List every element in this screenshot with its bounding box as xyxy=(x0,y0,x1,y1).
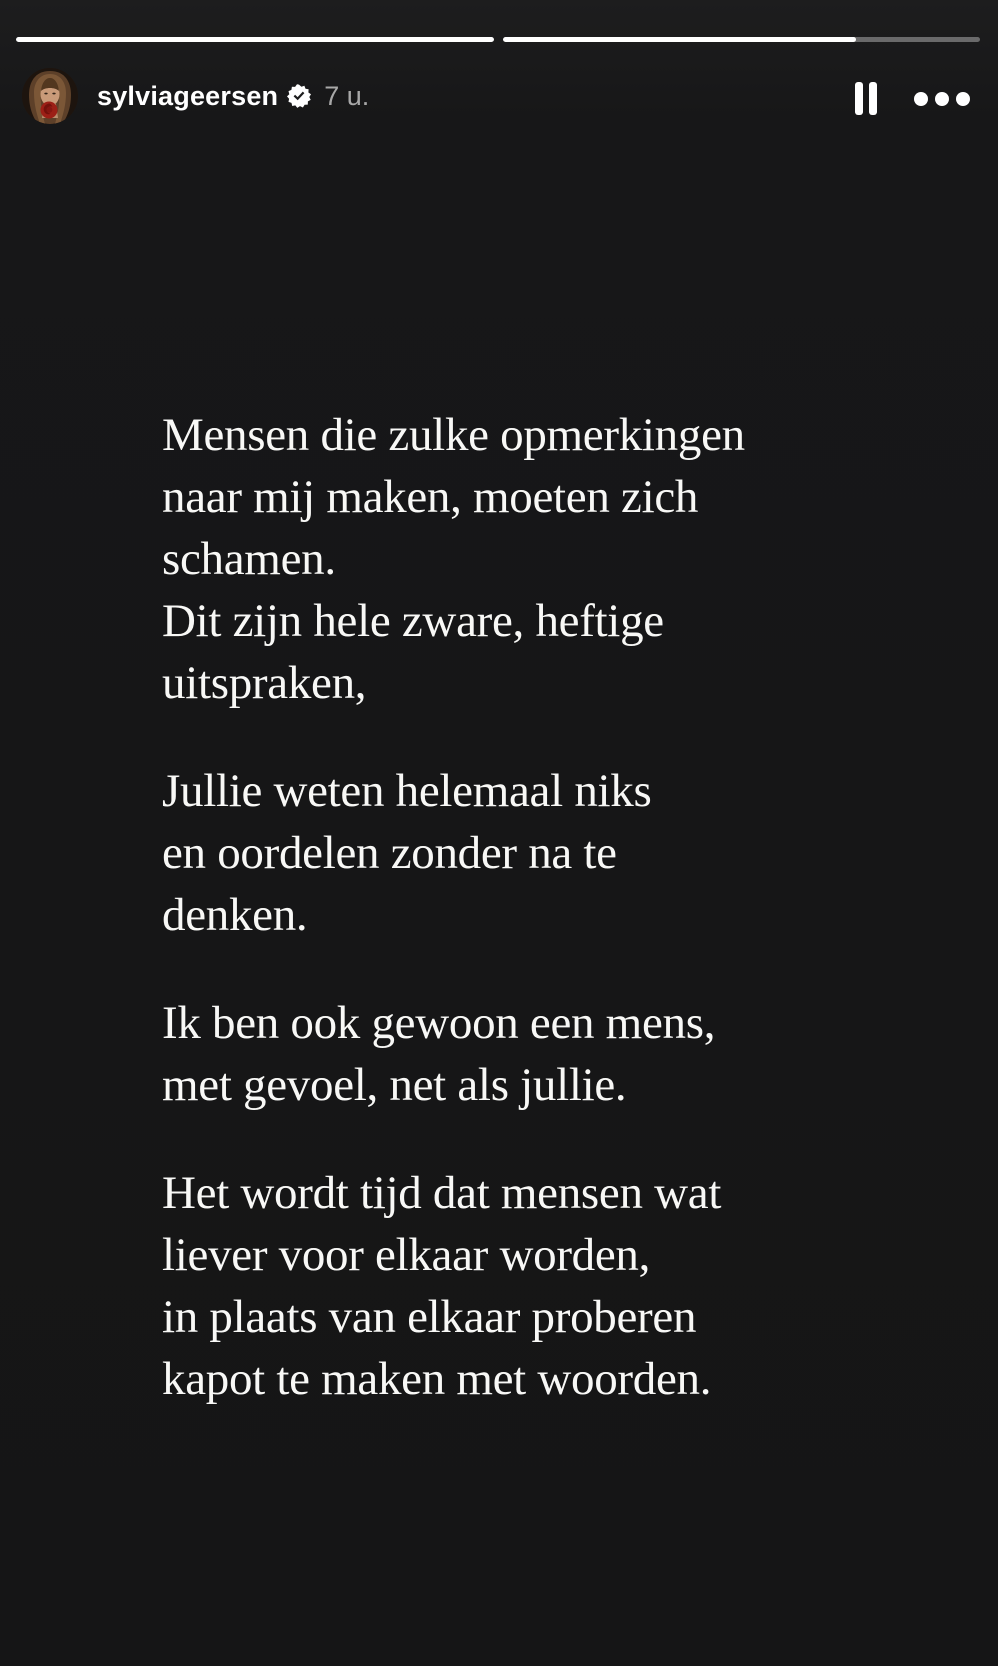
story-text-line: in plaats van elkaar proberen xyxy=(162,1291,697,1343)
story-text-line: Dit zijn hele zware, heftige xyxy=(162,595,664,647)
story-text-line: Ik ben ook gewoon een mens, xyxy=(162,997,716,1049)
story-header xyxy=(22,68,976,124)
story-text-line: Jullie weten helemaal niks xyxy=(162,765,652,817)
story-paragraph xyxy=(162,760,968,946)
pause-button[interactable] xyxy=(849,78,883,118)
progress-segment-2-fill xyxy=(503,37,856,42)
story-text-line: denken. xyxy=(162,889,308,941)
story-text-line: schamen. xyxy=(162,533,336,585)
pause-icon xyxy=(869,82,877,115)
story-text-line: naar mij maken, moeten zich xyxy=(162,471,699,523)
story-text-line: met gevoel, net als jullie. xyxy=(162,1059,627,1111)
progress-segment-2 xyxy=(503,37,981,42)
more-options-icon xyxy=(914,92,928,106)
pause-icon xyxy=(855,82,863,115)
story-text-line: en oordelen zonder na te xyxy=(162,827,617,879)
progress-segment-1-fill xyxy=(16,37,494,42)
avatar-image xyxy=(22,68,78,124)
story-paragraph xyxy=(162,992,968,1116)
story-timestamp: 7 u. xyxy=(324,80,370,111)
username[interactable]: sylviageersen xyxy=(97,80,279,111)
more-options-icon xyxy=(935,92,949,106)
story-paragraph xyxy=(162,404,968,714)
progress-segment-1 xyxy=(16,37,494,42)
story-text-line: liever voor elkaar worden, xyxy=(162,1229,651,1281)
story-progress-bar xyxy=(16,37,980,42)
more-options-icon xyxy=(956,92,970,106)
story-text-line: Mensen die zulke opmerkingen xyxy=(162,409,745,461)
story-text-line: uitspraken, xyxy=(162,657,367,709)
more-options-button[interactable] xyxy=(911,88,973,110)
story-paragraph xyxy=(162,1162,968,1410)
story-text-line: kapot te maken met woorden. xyxy=(162,1353,712,1405)
story-text-block xyxy=(162,404,968,1410)
story-text-line: Het wordt tijd dat mensen wat xyxy=(162,1167,722,1219)
avatar[interactable] xyxy=(22,68,78,124)
verified-badge-icon xyxy=(287,84,311,108)
